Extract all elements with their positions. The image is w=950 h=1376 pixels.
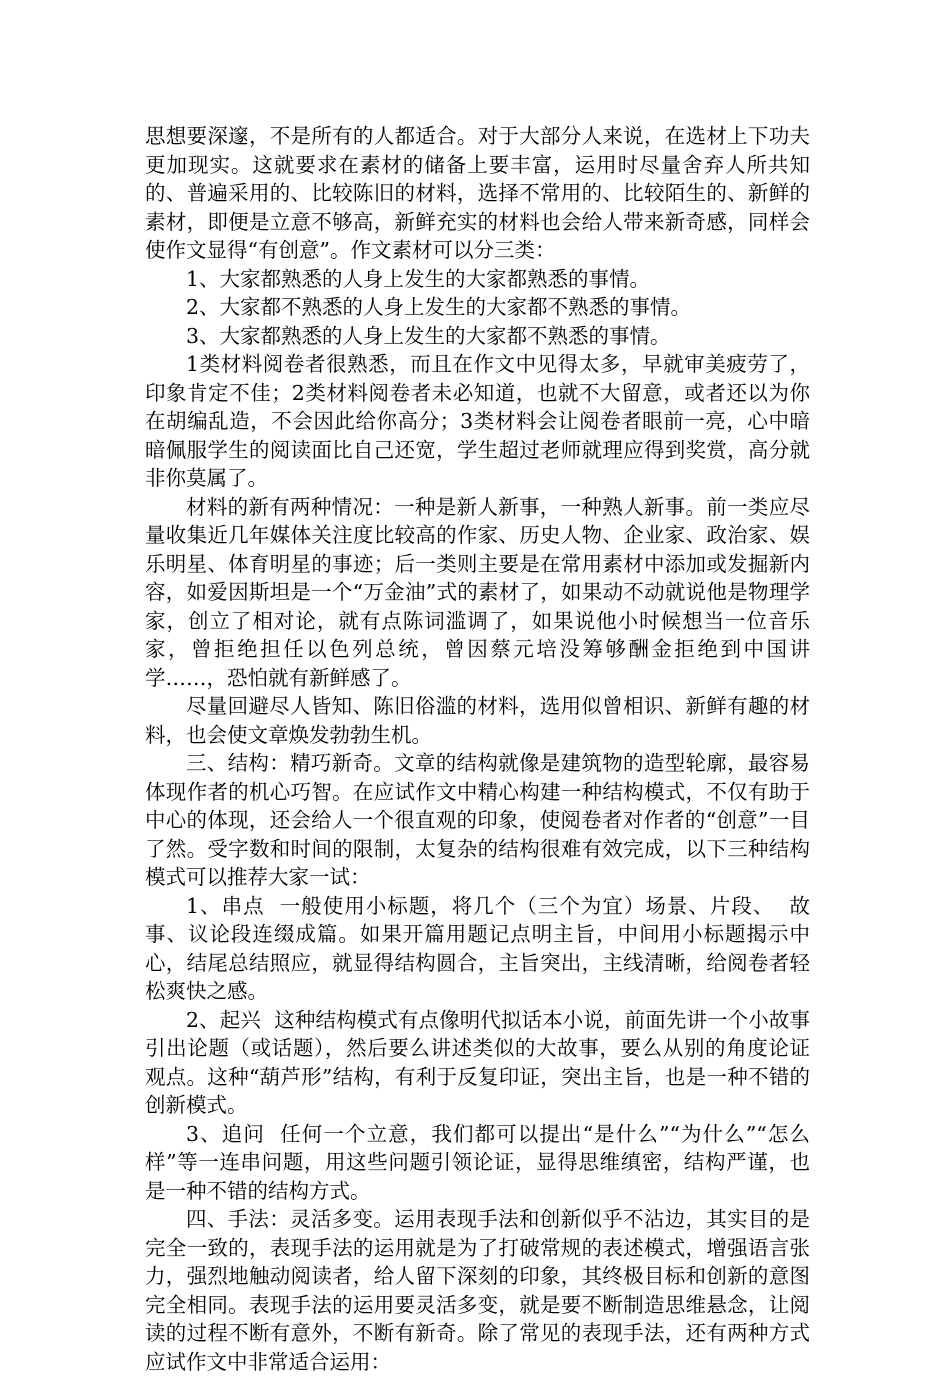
paragraph-10: 3、追问 任何一个立意，我们都可以提出“是什么”“为什么”“怎么样”等一连串问题，用这些问题引领论证，显得思维缜密，结构严谨，也是一种不错的结构方式。	[145, 1121, 810, 1203]
paragraph-2: 2、大家都不熟悉的人身上发生的大家都不熟悉的事情。	[186, 295, 692, 319]
paragraph-4: 1类材料阅卷者很熟悉，而且在作文中见得太多，早就审美疲劳了，印象肯定不佳；2类材料阅卷者未必知道，也就不大留意，或者还以为你在胡编乱造，不会因此给你高分；3类材料会让阅卷者眼前一亮，心中暗暗佩服学生的阅读面比自己还宽，学生超过老师就理应得到奖赏，高分就非你莫属了。	[145, 352, 810, 490]
paragraph-0: 思想要深邃，不是所有的人都适合。对于大部分人来说，在选材上下功夫更加现实。这就要求在素材的储备上要丰富，运用时尽量舍弃人所共知的、普遍采用的、比较陈旧的材料，选择不常用的、比较陌生的、新鲜的素材，即便是立意不够高，新鲜充实的材料也会给人带来新奇感，同样会使作文显得“有创意”。作文素材可以分三类：	[145, 124, 810, 262]
paragraph-6: 尽量回避尽人皆知、陈旧俗滥的材料，选用似曾相识、新鲜有趣的材料，也会使文章焕发勃勃生机。	[145, 694, 810, 747]
paragraph-1: 1、大家都熟悉的人身上发生的大家都熟悉的事情。	[186, 266, 651, 291]
paragraph-7: 三、结构：精巧新奇。文章的结构就像是建筑物的造型轮廓，最容易体现作者的机心巧智。在应试作文中精心构建一种结构模式，不仅有助于中心的体现，还会给人一个很直观的印象，使阅卷者对作者的“创意”一目了然。受字数和时间的限制，太复杂的结构很难有效完成，以下三种结构模式可以推荐大家一试：	[145, 751, 810, 889]
paragraph-11: 四、手法：灵活多变。运用表现手法和创新似乎不沾边，其实目的是完全一致的，表现手法的运用就是为了打破常规的表述模式，增强语言张力，强烈地触动阅读者，给人留下深刻的印象，其终极目标和创新的意图完全相同。表现手法的运用要灵活多变，就是要不断制造思维悬念，让阅读的过程不断有意外，不断有新奇。除了常见的表现手法，还有两种方式应试作文中非常适合运用：	[145, 1207, 810, 1374]
paragraph-8: 1、串点 一般使用小标题，将几个（三个为宜）场景、片段、 故事、议论段连缀成篇。如果开篇用题记点明主旨，中间用小标题揭示中心，结尾总结照应，就显得结构圆合，主旨突出，主线清晰，给阅卷者轻松爽快之感。	[145, 893, 810, 1003]
paragraph-9: 2、起兴 这种结构模式有点像明代拟话本小说，前面先讲一个小故事引出论题（或话题），然后要么讲述类似的大故事，要么从别的角度论证观点。这种“葫芦形”结构，有利于反复印证，突出主旨，也是一种不错的创新模式。	[145, 1007, 810, 1117]
paragraph-5: 材料的新有两种情况：一种是新人新事，一种熟人新事。前一类应尽量收集近几年媒体关注度比较高的作家、历史人物、企业家、政治家、娱乐明星、体育明星的事迹；后一类则主要是在常用素材中添加或发掘新内容，如爱因斯坦是一个“万金油”式的素材了，如果动不动就说他是物理学家，创立了相对论，就有点陈词滥调了，如果说他小时候想当一位音乐家，曾拒绝担任以色列总统，曾因蔡元培没筹够酬金拒绝到中国讲学……，恐怕就有新鲜感了。	[145, 494, 810, 690]
document-body	[145, 122, 810, 1376]
paragraph-3: 3、大家都熟悉的人身上发生的大家都不熟悉的事情。	[186, 323, 671, 348]
